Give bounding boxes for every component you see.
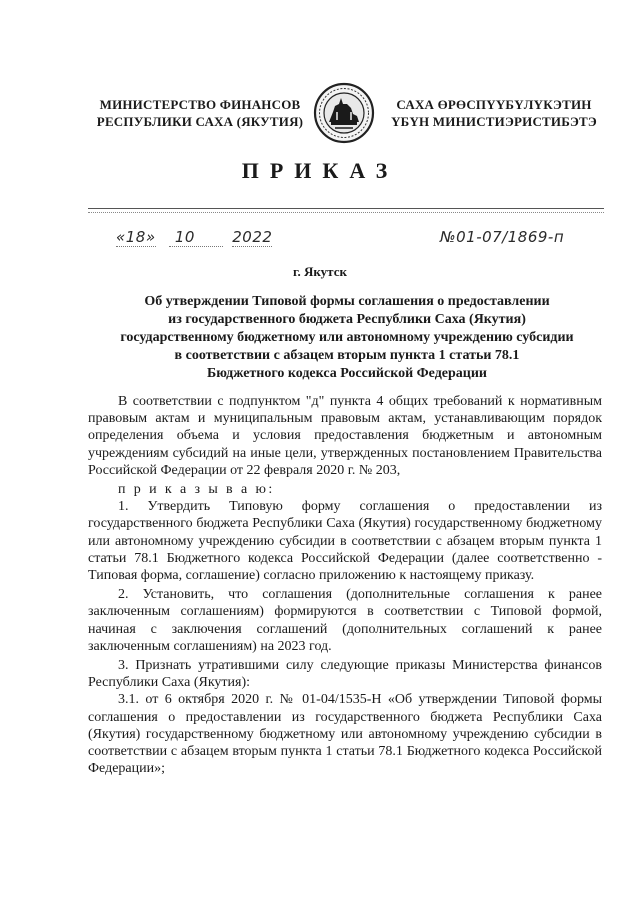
clause-1: 1. Утвердить Типовую форму соглашения о предоставлении из государственного бюджета Республики Саха (Якутия) государственному бюджетному или автономному учреждению субсидии в соответствии с абзацем вторым пункта 1 статьи 78.1 Бюджетного кодекса Российской Федерации (далее соответственно - Типовая форма, соглашение) согласно приложению к настоящему приказу.: [88, 499, 602, 584]
document-title: ПРИКАЗ: [241, 158, 399, 183]
ministry-name-line2: РЕСПУБЛИКИ САХА (ЯКУТИЯ): [96, 114, 304, 129]
ministry-name-yakut: [384, 96, 604, 130]
ministry-name-yakut-line1: САХА ӨРӨСПҮҮБҮЛҮКЭТИН: [396, 97, 592, 112]
order-subject: [92, 293, 602, 383]
subject-line: Об утверждении Типовой формы соглашения о предоставлении: [144, 294, 550, 309]
preamble-paragraph: В соответствии с подпунктом "д" пункта 4 общих требований к нормативным правовым актам и муниципальным правовым актам, устанавливающим порядок определения объема и условия предоставления бюджетным и автономным учреждениям субсидий на иные цели, утвержденных постановлением Правительства Российской Федерации от 22 февраля 2020 г. № 203,: [88, 394, 602, 478]
order-date-year: 2022: [232, 228, 273, 246]
header-divider-secondary: [88, 212, 604, 213]
order-number: №01-07/1869-п: [440, 228, 565, 246]
clause-3-1: 3.1. от 6 октября 2020 г. № 01-04/1535-Н «Об утверждении Типовой формы соглашения о предоставлении из государственного бюджета Республики Саха (Якутия) государственному бюджетному или автономному учреждению субсидии в соответствии с абзацем вторым пункта 1 статьи 78.1 Бюджетного кодекса Российской Федерации»;: [88, 692, 602, 777]
subject-line: из государственного бюджета Республики Саха (Якутия): [168, 312, 526, 327]
ministry-name-line1: МИНИСТЕРСТВО ФИНАНСОВ: [99, 97, 301, 112]
order-keyword: п р и к а з ы в а ю:: [118, 482, 275, 498]
header-divider: [88, 208, 604, 209]
subject-line: в соответствии с абзацем вторым пункта 1 статьи 78.1: [174, 348, 520, 363]
order-body: [88, 393, 602, 777]
ministry-name-yakut-line2: ҮБҮН МИНИСТИЭРИСТИБЭТЭ: [391, 114, 597, 129]
city-line: г. Якутск: [293, 264, 347, 279]
coat-of-arms-emblem-icon: [313, 82, 375, 144]
subject-line: государственному бюджетному или автономному учреждению субсидии: [120, 330, 574, 345]
ministry-name-russian: [90, 96, 310, 130]
order-date-month: 10: [169, 228, 223, 247]
subject-line: Бюджетного кодекса Российской Федерации: [206, 366, 487, 381]
order-date: [116, 228, 272, 247]
clause-3: 3. Признать утратившими силу следующие приказы Министерства финансов Республики Саха (Якутия):: [88, 658, 602, 691]
clause-2: 2. Установить, что соглашения (дополнительные соглашения к ранее заключенным соглашениям) формируются в соответствии с Типовой формой, начиная с заключения соглашений (дополнительных соглашений к ранее заключенным соглашениям) на 2023 год.: [88, 587, 602, 654]
order-date-day: «18»: [116, 228, 156, 246]
